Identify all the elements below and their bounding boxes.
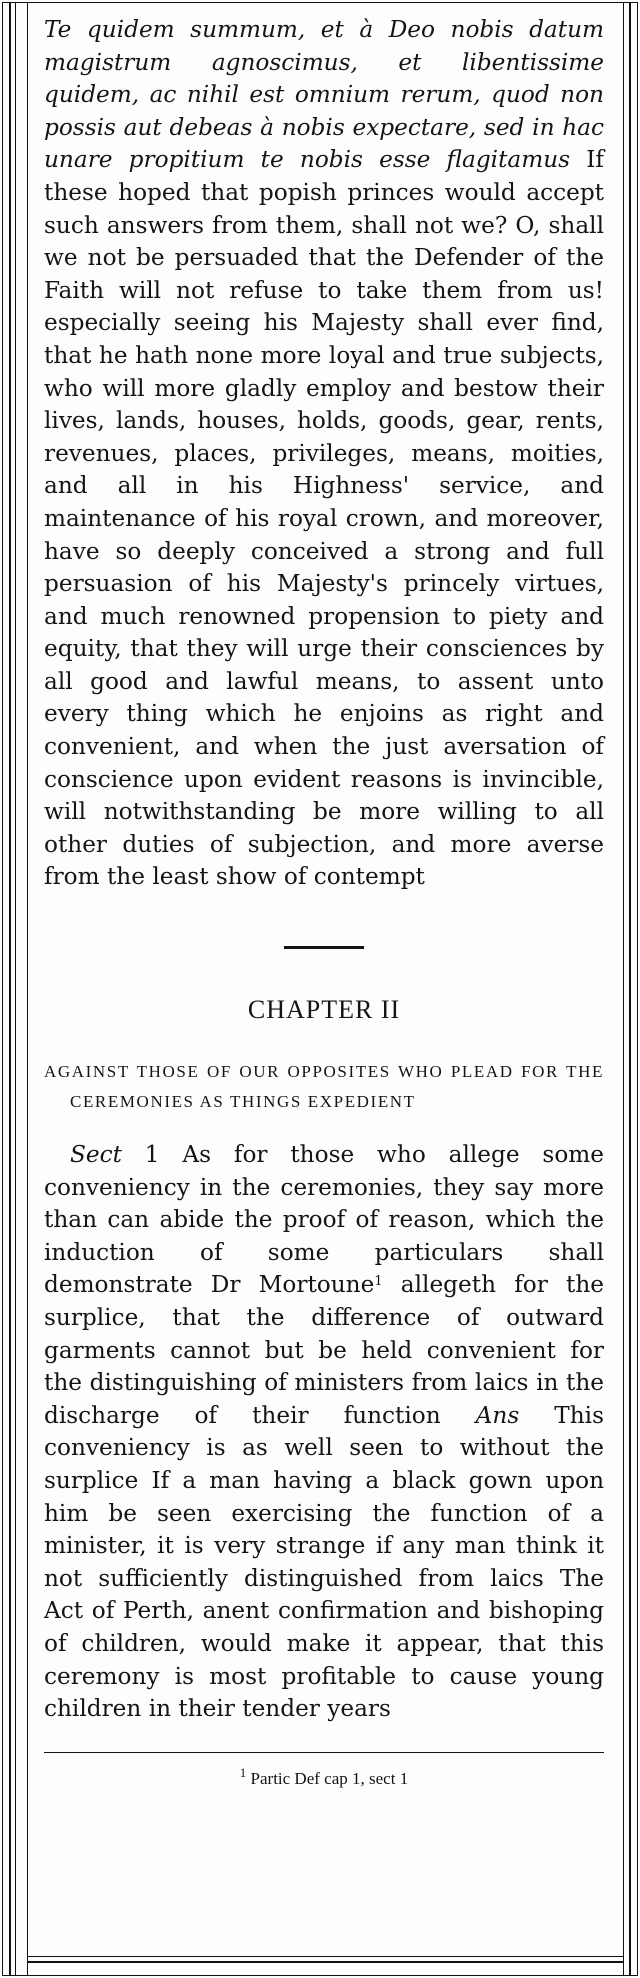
page-content (44, 14, 604, 1789)
section-divider (284, 946, 364, 949)
left-margin-rule (27, 3, 28, 1975)
section-text-part-3: This conveniency is as well seen to without the surplice If a man having a black gown upon him be seen exercising the function of a minister, it is very strange if any man think it not sufficiently distinguished from laics The Act of Perth, anent confirmation and bishoping of children, would make it appear, that this ceremony is most profitable to cause young children in their tender years (44, 1401, 604, 1723)
section-text-part-2: allegeth for the surplice, that the difference of outward garments cannot but be held convenient for the distinguishing of ministers from laics in the discharge of their function (44, 1271, 604, 1429)
footnote (44, 1764, 604, 1789)
english-text: If these hoped that popish princes would accept such answers from them, shall not we? O, shall we not be persuaded that the Defender of the Faith will not refuse to take them from us! especially seeing his Majesty shall ever find, that he hath none more loyal and true subjects, who will more gladly employ and bestow their lives, lands, houses, holds, goods, gear, rents, revenues, places, privileges, means, moities, and all in his Highness' service, and maintenance of his royal crown, and moreover, have so deeply conceived a strong and full persuasion of his Majesty's princely virtues, and much renowned propension to piety and equity, that they will urge their consciences by all good and lawful means, to assent unto every thing which he enjoins as right and convenient, and when the just aversation of conscience upon evident reasons is invincible, will notwithstanding be more willing to all other duties of subjection, and more averse from the least show of contempt (44, 146, 604, 891)
bottom-border-rule-thin (27, 1956, 624, 1957)
footnote-marker: 1 (374, 1274, 383, 1290)
footnote-text: Partic Def cap 1, sect 1 (246, 1768, 409, 1788)
section-paragraph (44, 1139, 604, 1726)
chapter-heading: CHAPTER II (247, 995, 401, 1025)
footnote-rule (44, 1752, 604, 1753)
answer-label: Ans (475, 1401, 520, 1429)
bottom-border-rule (27, 1961, 624, 1963)
section-number: 1 (121, 1141, 160, 1169)
section-label: Sect (70, 1141, 122, 1169)
right-border-rule (629, 3, 631, 1975)
opening-paragraph (44, 14, 604, 894)
right-border-rule-thin (623, 3, 624, 1975)
chapter-subtitle: AGAINST THOSE OF OUR OPPOSITES WHO PLEAD FOR THE CEREMONIES AS THINGS EXPEDIENT (44, 1062, 604, 1112)
left-border-rule-thin (15, 3, 16, 1975)
latin-quotation: Te quidem summum, et à Deo nobis datum magistrum agnoscimus, et libentissime quidem, ac nihil est omnium rerum, quod non possis aut debeas à nobis expectare, sed in hac unare propitium te nobis esse flagitamus (44, 16, 604, 174)
footnote-number: 1 (239, 1764, 247, 1780)
section-text-part-1: As for those who allege some conveniency in the ceremonies, they say more than can abide the proof of reason, which the induction of some particulars shall demonstrate Dr Mortoune (44, 1141, 604, 1299)
left-border-rule (9, 3, 11, 1975)
